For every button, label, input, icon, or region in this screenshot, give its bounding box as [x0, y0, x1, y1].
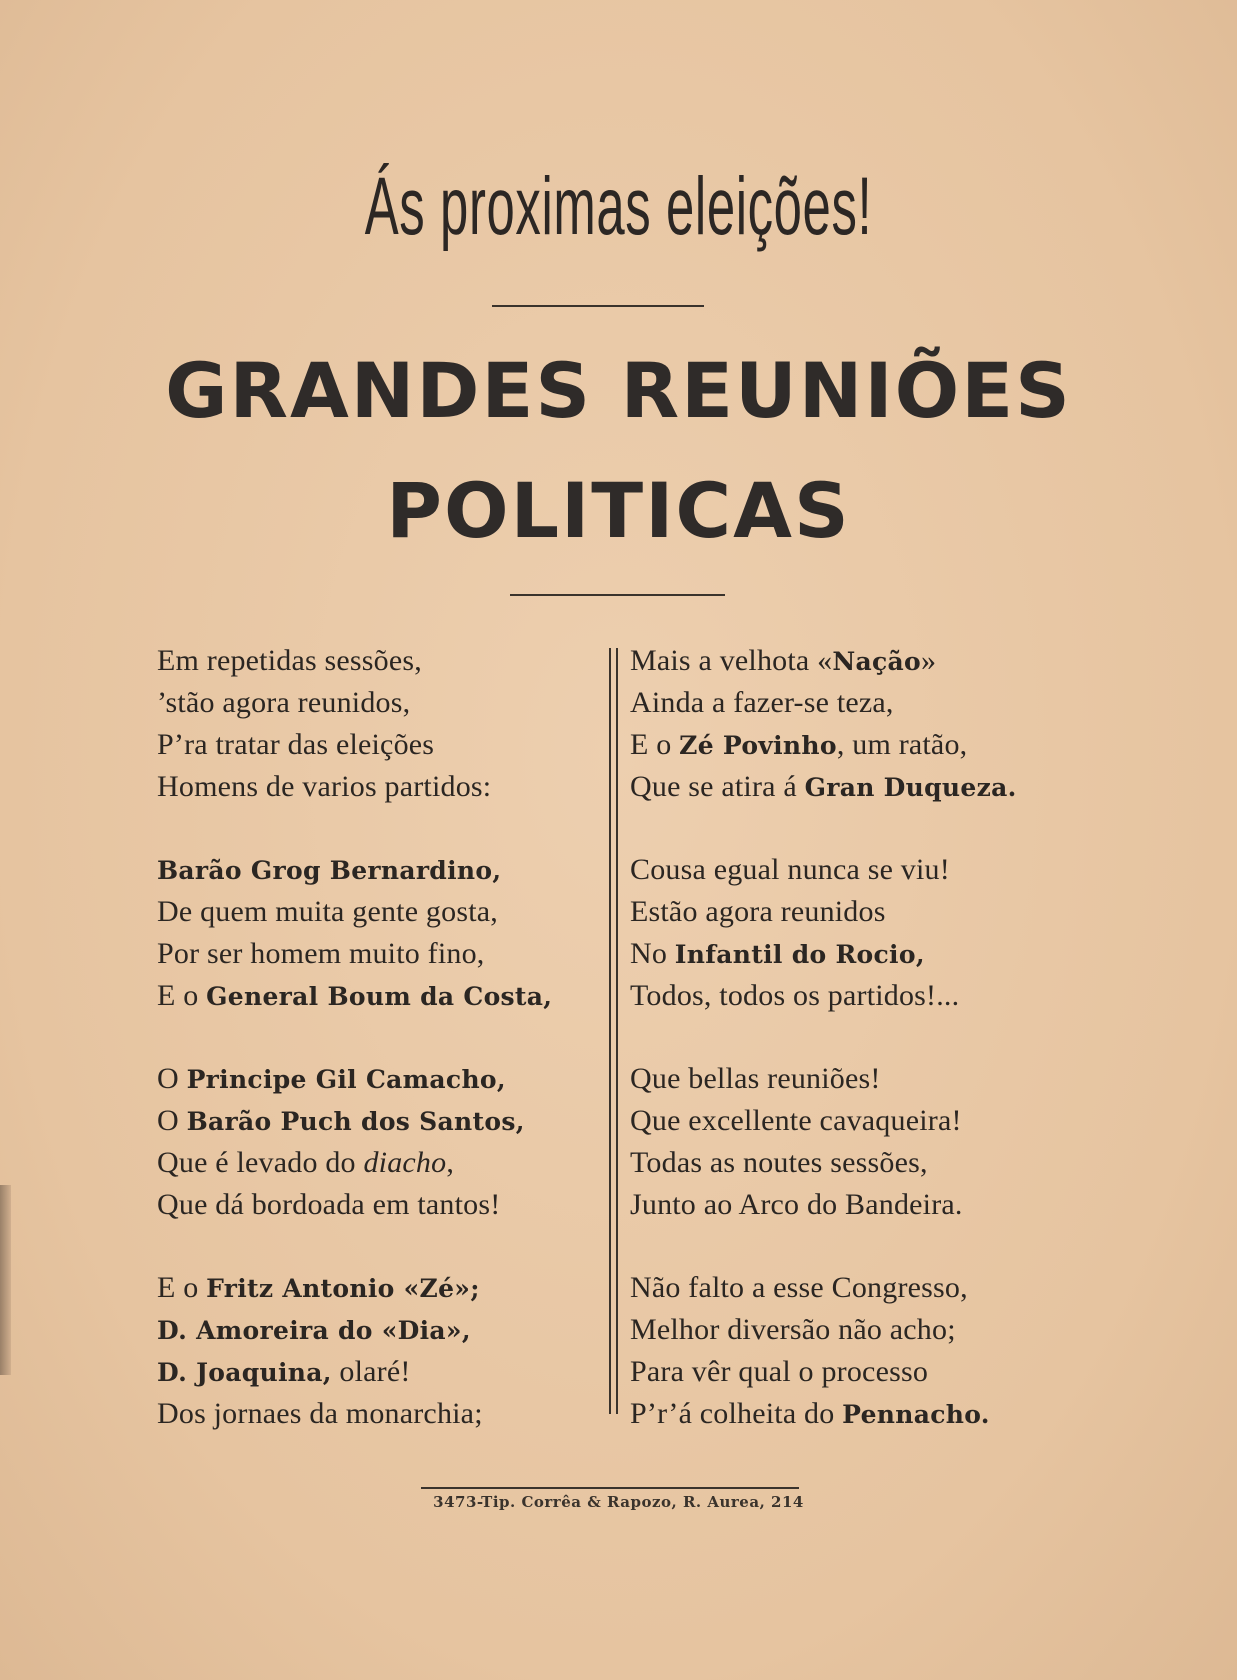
poem-line: [630, 1309, 1100, 1351]
poem-line: [630, 724, 1100, 766]
poem-line: [157, 849, 627, 891]
poem-line-segment: Cousa egual nunca se viu!: [630, 853, 950, 886]
poem-line-segment: Que bellas reuniões!: [630, 1062, 881, 1095]
poem-line: [157, 1058, 627, 1100]
poem-line: [157, 766, 627, 808]
poem-line: [630, 849, 1100, 891]
poem-line-segment: ,: [446, 1146, 455, 1179]
poem-line: [630, 1184, 1100, 1226]
poem-stanza: [157, 1058, 627, 1226]
poem-line: [157, 1309, 627, 1351]
poem-line: [630, 1100, 1100, 1142]
poem-line-segment: »: [920, 644, 937, 677]
poem-line-segment: E o: [157, 1271, 207, 1304]
poem-line-segment: ’stão agora reunidos,: [157, 686, 411, 719]
headline-line-2: POLITICAS: [386, 466, 851, 555]
poem-line: [157, 1267, 627, 1309]
poem-line-segment: olaré!: [331, 1355, 411, 1388]
poem-line: [630, 682, 1100, 724]
poem-line-segment: Todos, todos os partidos!...: [630, 979, 960, 1012]
poem-line-segment: D. Amoreira do «Dia»,: [157, 1316, 471, 1345]
poem-line-segment: No: [630, 937, 675, 970]
poem-stanza: [157, 849, 627, 1017]
poem-line-segment: Por ser homem muito fino,: [157, 937, 485, 970]
poem-line-segment: , um ratão,: [836, 728, 968, 761]
poem-line: [157, 933, 627, 975]
poem-line-segment: Em repetidas sessões,: [157, 644, 422, 677]
poem-line-segment: Que excellente cavaqueira!: [630, 1104, 962, 1137]
poem-line-segment: D. Joaquina,: [157, 1358, 332, 1387]
headline-divider: [510, 594, 725, 596]
poem-line-segment: Principe Gil Camacho,: [186, 1065, 506, 1094]
poem-stanza: [157, 640, 627, 808]
poem-line-segment: Barão Puch dos Santos,: [186, 1107, 525, 1136]
poem-line: [630, 975, 1100, 1017]
poem-line: [157, 1393, 627, 1435]
poem-line-segment: Barão Grog Bernardino,: [157, 856, 502, 885]
poem-line-segment: Homens de varios partidos:: [157, 770, 492, 803]
poem-stanza: [630, 640, 1100, 808]
column-divider-rule: [616, 648, 618, 1414]
poem-stanza: [630, 1267, 1100, 1435]
poem-line-segment: De quem muita gente gosta,: [157, 895, 498, 928]
poem-line: [157, 640, 627, 682]
poem-line-segment: O: [157, 1062, 187, 1095]
poem-line-segment: Nação: [832, 647, 921, 676]
poem-line-segment: Não falto a esse Congresso,: [630, 1271, 968, 1304]
poem-line: [630, 640, 1100, 682]
poem-line-segment: Infantil do Rocio,: [674, 940, 925, 969]
poem-line-segment: Para vêr qual o processo: [630, 1355, 929, 1388]
poem-line: [157, 1351, 627, 1393]
poem-line-segment: Que dá bordoada em tantos!: [157, 1188, 501, 1221]
poem-line: [157, 724, 627, 766]
printer-imprint: 3473-Tip. Corrêa & Rapozo, R. Aurea, 214: [433, 1493, 804, 1511]
poem-line: [630, 1058, 1100, 1100]
poem-line: [157, 1100, 627, 1142]
poem-line: [157, 1184, 627, 1226]
column-divider-rule: [609, 648, 611, 1414]
poem-line: [630, 1393, 1100, 1435]
poem-line: [630, 933, 1100, 975]
poem-line-segment: Todas as noutes sessões,: [630, 1146, 928, 1179]
poem-line-segment: P’r’á colheita do: [630, 1397, 843, 1430]
poem-line-segment: diacho: [363, 1146, 447, 1179]
poem-line-segment: Ainda a fazer-se teza,: [630, 686, 894, 719]
poem-line-segment: Pennacho.: [842, 1400, 990, 1429]
poem-line-segment: Junto ao Arco do Bandeira.: [630, 1188, 963, 1221]
poem-line: [157, 1142, 627, 1184]
poem-line-segment: Gran Duqueza.: [804, 773, 1017, 802]
poem-right-column: [630, 640, 1100, 1476]
poem-line: [630, 1351, 1100, 1393]
poem-stanza: [630, 849, 1100, 1017]
poem-line-segment: Fritz Antonio «Zé»;: [206, 1274, 480, 1303]
poem-line-segment: Zé Povinho: [679, 731, 837, 760]
poem-line-segment: P’ra tratar das eleições: [157, 728, 435, 761]
poem-line: [630, 1142, 1100, 1184]
poem-line: [630, 1267, 1100, 1309]
poem-line-segment: Que é levado do: [157, 1146, 364, 1179]
poem-line-segment: O: [157, 1104, 187, 1137]
poem-line-segment: Que se atira á: [630, 770, 805, 803]
poem-line-segment: Melhor diversão não acho;: [630, 1313, 956, 1346]
poem-stanza: [157, 1267, 627, 1435]
poem-line: [157, 891, 627, 933]
poem-line: [630, 766, 1100, 808]
poem-line: [157, 975, 627, 1017]
poem-line-segment: E o: [157, 979, 207, 1012]
poem-line: [157, 682, 627, 724]
poem-line: [630, 891, 1100, 933]
poem-left-column: [157, 640, 627, 1476]
poem-line-segment: E o: [630, 728, 680, 761]
paper-fold-edge: [0, 1185, 11, 1375]
poem-line-segment: Mais a velhota «: [630, 644, 833, 677]
footer-divider: [421, 1487, 799, 1489]
headline-line-1: GRANDES REUNIÕES: [165, 346, 1072, 435]
poem-stanza: [630, 1058, 1100, 1226]
poem-line-segment: Estão agora reunidos: [630, 895, 886, 928]
poem-line-segment: Dos jornaes da monarchia;: [157, 1397, 483, 1430]
title-divider: [492, 305, 704, 307]
poster-title: Ás proximas eleições!: [364, 161, 873, 252]
poem-line-segment: General Boum da Costa,: [206, 982, 553, 1011]
